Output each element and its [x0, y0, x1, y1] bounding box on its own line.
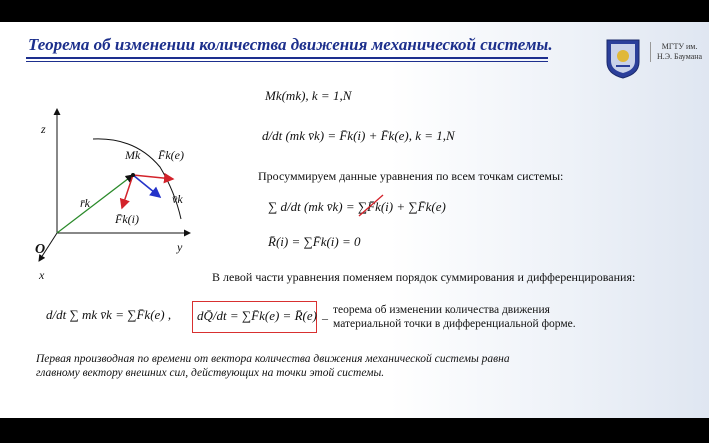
differential-equation: d/dt (mk v̄k) = F̄k(i) + F̄k(e), k = 1,N — [262, 128, 455, 143]
origin-label: O — [35, 242, 46, 257]
boxed-equation: dQ̄/dt = ∑F̄k(e) = R̄(e) — [197, 308, 317, 323]
sum-instruction-text: Просуммируем данные уравнения по всем точкам системы: — [258, 169, 564, 183]
title-underline-thin — [26, 61, 548, 62]
radius-label: r̄k — [80, 196, 90, 210]
institution-name — [650, 42, 702, 62]
vector-diagram — [25, 97, 205, 282]
conclusion-line-2: главному вектору внешних сил, действующих на точки этой системы. — [36, 367, 385, 379]
title-underline — [26, 57, 548, 59]
points-formula: Mk(mk), k = 1,N — [265, 88, 352, 103]
sum-equation: ∑ d/dt (mk v̄k) = ∑F̄k(i) + ∑F̄k(e) — [268, 199, 446, 214]
internal-force-label: F̄k(i) — [115, 212, 139, 226]
internal-forces-zero: R̄(i) = ∑F̄k(i) = 0 — [268, 234, 361, 249]
y-axis-label: y — [177, 240, 183, 254]
z-axis-label: z — [41, 122, 46, 136]
theorem-dash: – — [322, 311, 328, 325]
velocity-vector — [133, 175, 160, 197]
velocity-label: v̄k — [172, 192, 183, 206]
slide — [0, 22, 709, 418]
conclusion-line-1: Первая производная по времени от вектора количества движения механической системы равна — [36, 353, 510, 365]
point-label: Mk — [125, 148, 141, 162]
theorem-description-line-1: теорема об изменении количества движения — [333, 304, 550, 316]
result-equation: d/dt ∑ mk v̄k = ∑F̄k(e) , — [46, 307, 172, 322]
strike-through-mark — [356, 192, 386, 218]
theorem-description-line-2: материальной точки в дифференциальной форме. — [333, 318, 576, 330]
point-mk — [131, 173, 135, 177]
slide-title: Теорема об изменении количества движения механической системы. — [28, 35, 553, 54]
university-emblem-icon — [603, 36, 643, 80]
institution-line-2: Н.Э. Баумана — [657, 52, 703, 61]
external-force-label: F̄k(e) — [158, 148, 184, 162]
x-axis-label: x — [39, 268, 45, 282]
swap-order-text: В левой части уравнения поменяем порядок суммирования и дифференцирования: — [212, 270, 636, 284]
institution-line-1: МГТУ им. — [661, 42, 698, 51]
external-force-vector — [133, 175, 173, 179]
